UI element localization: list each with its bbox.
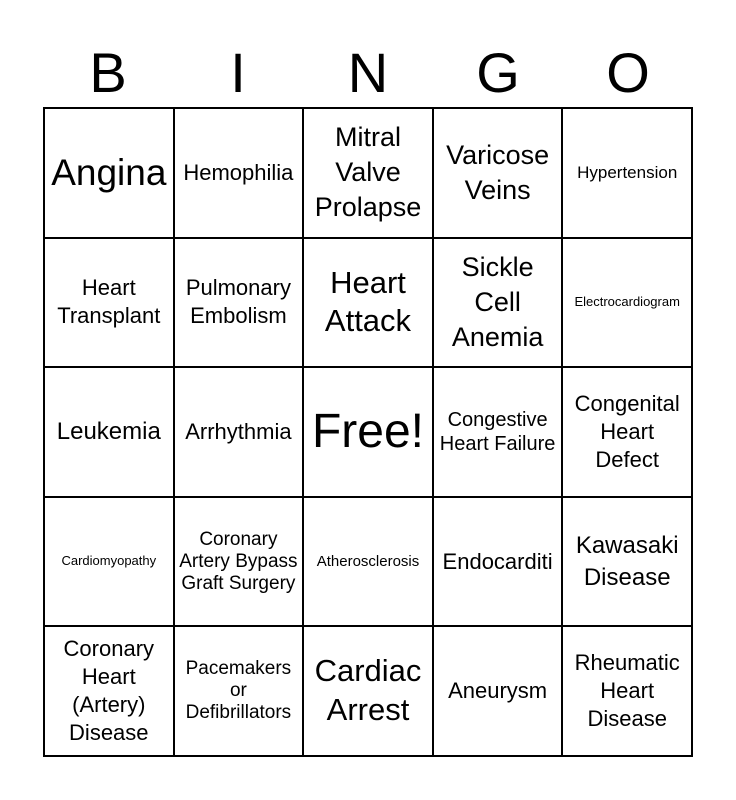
bingo-cell[interactable]: Coronary Artery Bypass Graft Surgery <box>174 497 304 627</box>
bingo-cell[interactable]: Endocarditi <box>433 497 563 627</box>
bingo-cell[interactable]: Atherosclerosis <box>303 497 433 627</box>
header-letter-o: O <box>606 41 650 104</box>
bingo-cell[interactable]: Heart Transplant <box>44 238 174 368</box>
bingo-cell[interactable]: Hemophilia <box>174 108 304 238</box>
bingo-header <box>43 40 693 106</box>
bingo-cell[interactable]: Rheumatic Heart Disease <box>562 626 692 756</box>
bingo-cell[interactable]: Kawasaki Disease <box>562 497 692 627</box>
bingo-cell[interactable]: Pacemakers or Defibrillators <box>174 626 304 756</box>
header-letter-i: I <box>230 41 246 104</box>
bingo-cell[interactable]: Leukemia <box>44 367 174 497</box>
bingo-grid <box>43 107 693 757</box>
bingo-cell[interactable]: Cardiac Arrest <box>303 626 433 756</box>
bingo-cell[interactable]: Varicose Veins <box>433 108 563 238</box>
bingo-cell[interactable]: Mitral Valve Prolapse <box>303 108 433 238</box>
header-letter-n: N <box>347 41 389 104</box>
bingo-cell[interactable]: Cardiomyopathy <box>44 497 174 627</box>
bingo-cell[interactable]: Coronary Heart (Artery) Disease <box>44 626 174 756</box>
bingo-cell[interactable]: Pulmonary Embolism <box>174 238 304 368</box>
bingo-cell[interactable]: Aneurysm <box>433 626 563 756</box>
bingo-cell[interactable]: Congestive Heart Failure <box>433 367 563 497</box>
bingo-cell[interactable]: Heart Attack <box>303 238 433 368</box>
bingo-cell[interactable]: Arrhythmia <box>174 367 304 497</box>
bingo-cell[interactable]: Congenital Heart Defect <box>562 367 692 497</box>
bingo-cell[interactable]: Sickle Cell Anemia <box>433 238 563 368</box>
header-letter-b: B <box>89 41 127 104</box>
header-letter-g: G <box>476 41 520 104</box>
free-space[interactable]: Free! <box>303 367 433 497</box>
bingo-cell[interactable]: Electrocardiogram <box>562 238 692 368</box>
bingo-cell[interactable]: Angina <box>44 108 174 238</box>
bingo-cell[interactable]: Hypertension <box>562 108 692 238</box>
